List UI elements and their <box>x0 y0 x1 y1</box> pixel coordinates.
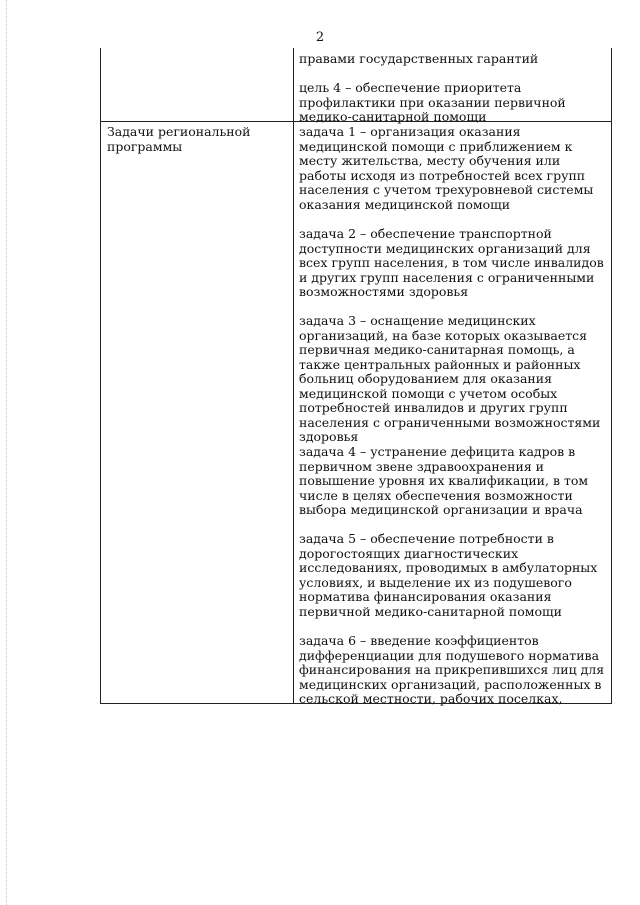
row1-continuation-text: правами государственных гарантий <box>299 51 539 66</box>
page-number: 2 <box>315 30 325 45</box>
task-3-text: задача 3 – оснащение медицинских организаций, на базе которых оказывается первичная медико-санитарная помощь, а также центральных районных и районных больниц оборудованием для оказания медицинской помощи с учетом особых потребностей инвалидов и других групп населения с ограниченными возможностями здоровья <box>299 313 601 444</box>
program-table <box>100 48 612 704</box>
task-5-text: задача 5 – обеспечение потребности в дорогостоящих диагностических исследованиях, проводимых в амбулаторных условиях, и выделение их из подушевого норматива финансирования оказания первичной медико-санитарной помощи <box>299 531 598 619</box>
column-divider <box>293 48 294 703</box>
task-2-text: задача 2 – обеспечение транспортной доступности медицинских организаций для всех групп населения, в том числе инвалидов и других групп населения с ограниченными возможностями здоровья <box>299 226 604 299</box>
task-1-text: задача 1 – организация оказания медицинской помощи с приближением к месту жительства, месту обучения или работы исходя из потребностей всех групп населения с учетом трехуровневой системы оказания медицинской помощи <box>299 124 594 212</box>
task-6-text: задача 6 – введение коэффициентов дифференциации для подушевого норматива финансирования на прикрепившихся лиц для медицинских организаций, расположенных в сельской местности, рабочих поселках, <box>299 633 605 706</box>
row-label-tasks: Задачи региональной программы <box>107 124 251 154</box>
scan-edge-marks <box>6 0 8 905</box>
task-4-text: задача 4 – устранение дефицита кадров в первичном звене здравоохранения и повышение уровня их квалификации, в том числе в целях обеспечения возможности выбора медицинской организации и врача <box>299 444 589 517</box>
goal-4-text: цель 4 – обеспечение приоритета профилактики при оказании первичной медико-санитарной помощи <box>299 80 566 124</box>
